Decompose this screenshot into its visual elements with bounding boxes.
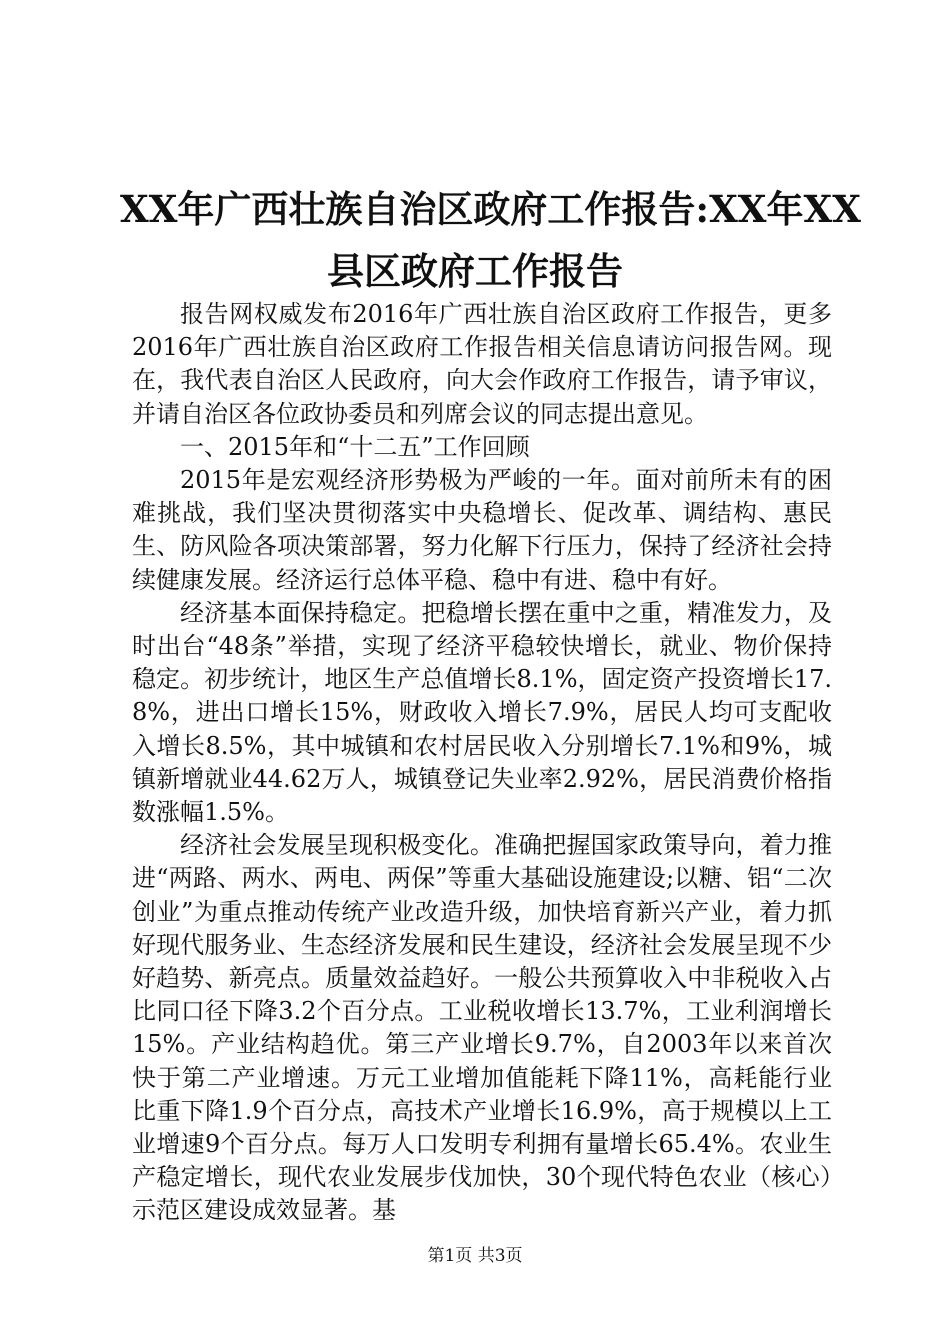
document-title xyxy=(120,178,861,302)
document-body xyxy=(132,298,832,1228)
paragraph-intro: 报告网权威发布2016年广西壮族自治区政府工作报告，更多2016年广西壮族自治区政府工作报告相关信息请访问报告网。现在，我代表自治区人民政府，向大会作政府工作报告，请予审议，并请自治区各位政协委员和列席会议的同志提出意见。 xyxy=(132,300,832,428)
title-line-1: XX年广西壮族自治区政府工作报告:XX年XX xyxy=(120,187,861,231)
paragraph-2015-overview: 2015年是宏观经济形势极为严峻的一年。面对前所未有的困难挑战，我们坚决贯彻落实中央稳增长、促改革、调结构、惠民生、防风险各项决策部署，努力化解下行压力，保持了经济社会持续健康发展。经济运行总体平稳、稳中有进、稳中有好。 xyxy=(132,466,832,594)
paragraph-economy-stable: 经济基本面保持稳定。把稳增长摆在重中之重，精准发力，及时出台“48条”举措，实现了经济平稳较快增长，就业、物价保持稳定。初步统计，地区生产总值增长8.1%，固定资产投资增长17.8%，进出口增长15%，财政收入增长7.9%，居民人均可支配收入增长8.5%，其中城镇和农村居民收入分别增长7.1%和9%，城镇新增就业44.62万人，城镇登记失业率2.92%，居民消费价格指数涨幅1.5%。 xyxy=(132,598,832,827)
title-line-2: 县区政府工作报告 xyxy=(327,249,623,293)
page-footer xyxy=(0,1244,950,1268)
paragraph-positive-changes: 经济社会发展呈现积极变化。准确把握国家政策导向，着力推进“两路、两水、两电、两保”等重大基础设施建设;以糖、铝“二次创业”为重点推动传统产业改造升级，加快培育新兴产业，着力抓好现代服务业、生态经济发展和民生建设，经济社会发展呈现不少好趋势、新亮点。质量效益趋好。一般公共预算收入中非税收入占比同口径下降3.2个百分点。工业税收增长13.7%，工业利润增长15%。产业结构趋优。第三产业增长9.7%，自2003年以来首次快于第二产业增速。万元工业增加值能耗下降11%，高耗能行业比重下降1.9个百分点，高技术产业增长16.9%，高于规模以上工业增速9个百分点。每万人口发明专利拥有量增长65.4%。农业生产稳定增长，现代农业发展步伐加快，30个现代特色农业（核心）示范区建设成效显著。基 xyxy=(132,831,832,1225)
section-heading: 一、2015年和“十二五”工作回顾 xyxy=(180,432,530,461)
page-number: 第1页 共3页 xyxy=(427,1246,523,1266)
